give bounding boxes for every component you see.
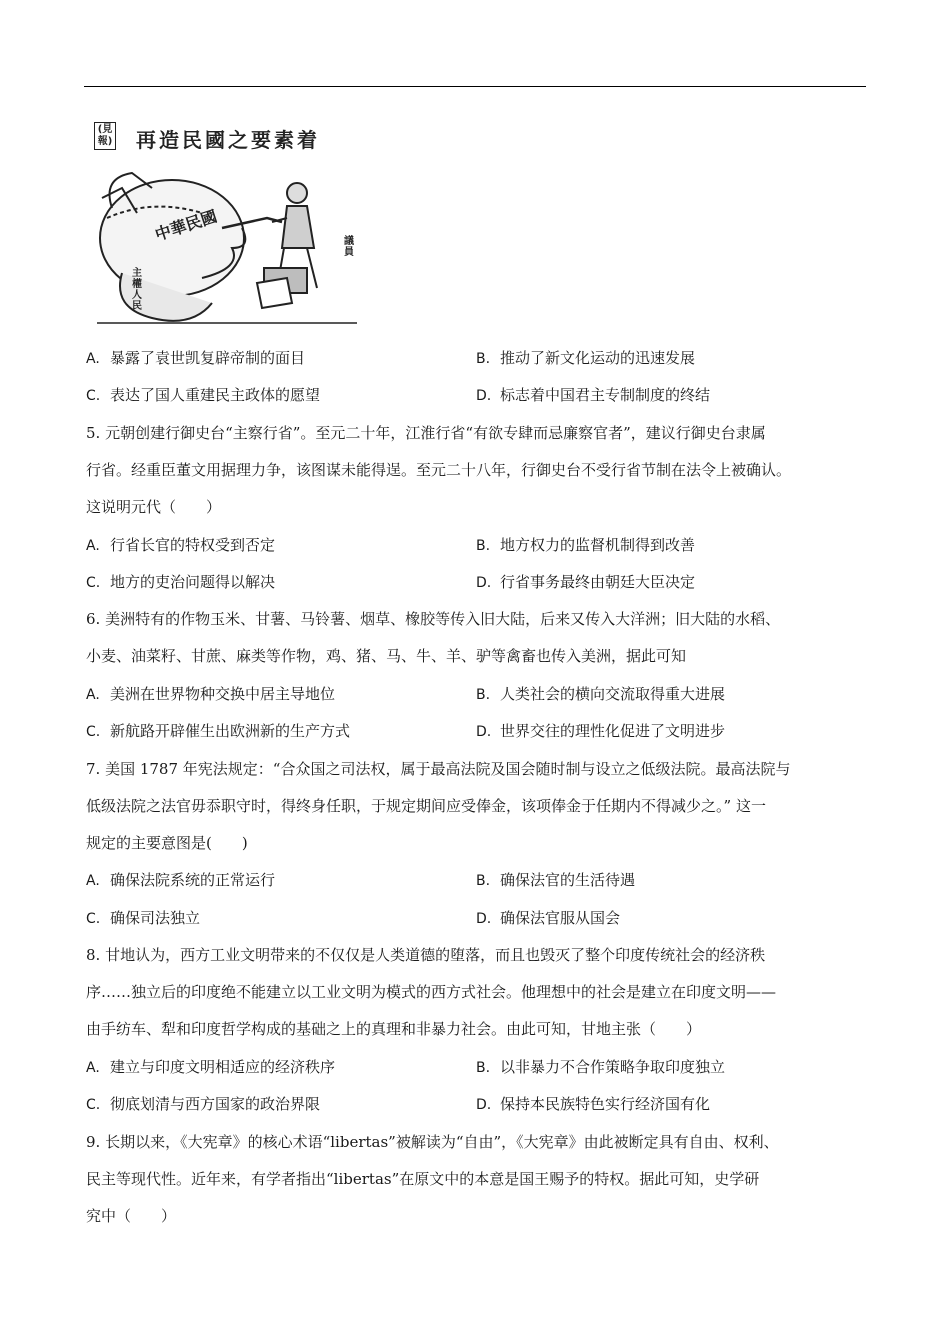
q7-option-b[interactable]: B. 确保法官的生活待遇	[476, 871, 636, 889]
q4-option-b[interactable]: B. 推动了新文化运动的迅速发展	[476, 349, 696, 367]
q5-option-a[interactable]: A. 行省长官的特权受到否定	[86, 536, 276, 554]
cartoon-label-republic: 中華民國	[152, 206, 220, 245]
q5-stem-line-2: 行省。经重臣董文用据理力争，该图谋未能得逞。至元二十八年，行御史台不受行省节制在法令上被确认。	[86, 461, 792, 479]
q8-stem-line-2: 序……独立后的印度绝不能建立以工业文明为模式的西方式社会。他理想中的社会是建立在印度文明——	[86, 983, 777, 1001]
cartoon-label-member: 議員	[344, 236, 354, 258]
q8-stem-line-1: 8. 甘地认为，西方工业文明带来的不仅仅是人类道德的堕落，而且也毁灭了整个印度传统社会的经济秩	[86, 946, 766, 964]
q4-option-d[interactable]: D. 标志着中国君主专制制度的终结	[476, 386, 711, 404]
q6-option-c[interactable]: C. 新航路开辟催生出欧洲新的生产方式	[86, 722, 351, 740]
q7-option-a[interactable]: A. 确保法院系统的正常运行	[86, 871, 276, 889]
q8-option-d[interactable]: D. 保持本民族特色实行经济国有化	[476, 1095, 711, 1113]
q5-stem-line-3: 这说明元代（ ）	[86, 498, 222, 516]
q7-stem-line-2: 低级法院之法官毋忝职守时，得终身任职，于规定期间应受俸金，该项俸金于任期内不得减少之。” 这一	[86, 797, 766, 815]
cartoon-figure	[92, 118, 362, 333]
q7-stem-line-3: 规定的主要意图是( )	[86, 834, 248, 852]
q5-option-d[interactable]: D. 行省事务最终由朝廷大臣决定	[476, 573, 696, 591]
q8-option-a[interactable]: A. 建立与印度文明相适应的经济秩序	[86, 1058, 336, 1076]
q8-stem-line-3: 由手纺车、犁和印度哲学构成的基础之上的真理和非暴力社会。由此可知，甘地主张（ ）	[86, 1020, 702, 1038]
q7-option-d[interactable]: D. 确保法官服从国会	[476, 909, 621, 927]
q9-stem-line-3: 究中（ ）	[86, 1207, 177, 1225]
q6-option-d[interactable]: D. 世界交往的理性化促进了文明进步	[476, 722, 726, 740]
q8-option-b[interactable]: B. 以非暴力不合作策略争取印度独立	[476, 1058, 726, 1076]
q5-stem-line-1: 5. 元朝创建行御史台“主察行省”。至元二十年，江淮行省“有欲专肆而忌廉察官者”，建议行御史台隶属	[86, 424, 766, 442]
q6-stem-line-1: 6. 美洲特有的作物玉米、甘薯、马铃薯、烟草、橡胶等传入旧大陆，后来又传入大洋洲；旧大陆的水稻、	[86, 610, 781, 628]
q9-stem-line-2: 民主等现代性。近年来，有学者指出“libertas”在原文中的本意是国王赐予的特权。据此可知，史学研	[86, 1170, 760, 1188]
q6-stem-line-2: 小麦、油菜籽、甘蔗、麻类等作物，鸡、猪、马、牛、羊、驴等禽畜也传入美洲，据此可知	[86, 647, 687, 665]
header-rule	[84, 86, 866, 87]
cartoon-title: 再造民國之要素着	[136, 128, 320, 152]
q8-option-c[interactable]: C. 彻底划清与西方国家的政治界限	[86, 1095, 321, 1113]
q7-option-c[interactable]: C. 确保司法独立	[86, 909, 201, 927]
cartoon-label-bag: 主權人民	[132, 268, 142, 312]
q5-option-c[interactable]: C. 地方的吏治问题得以解决	[86, 573, 276, 591]
cartoon-source-label: (見報)	[94, 122, 116, 150]
q6-option-b[interactable]: B. 人类社会的横向交流取得重大进展	[476, 685, 726, 703]
q4-option-c[interactable]: C. 表达了国人重建民主政体的愿望	[86, 386, 321, 404]
q6-option-a[interactable]: A. 美洲在世界物种交换中居主导地位	[86, 685, 336, 703]
q9-stem-line-1: 9. 长期以来，《大宪章》的核心术语“libertas”被解读为“自由”，《大宪章》由此被断定具有自由、权利、	[86, 1133, 779, 1151]
q4-option-a[interactable]: A. 暴露了袁世凯复辟帝制的面目	[86, 349, 306, 367]
q5-option-b[interactable]: B. 地方权力的监督机制得到改善	[476, 536, 696, 554]
q7-stem-line-1: 7. 美国 1787 年宪法规定：“合众国之司法权，属于最高法院及国会随时制与设立之低级法院。最高法院与	[86, 760, 791, 778]
